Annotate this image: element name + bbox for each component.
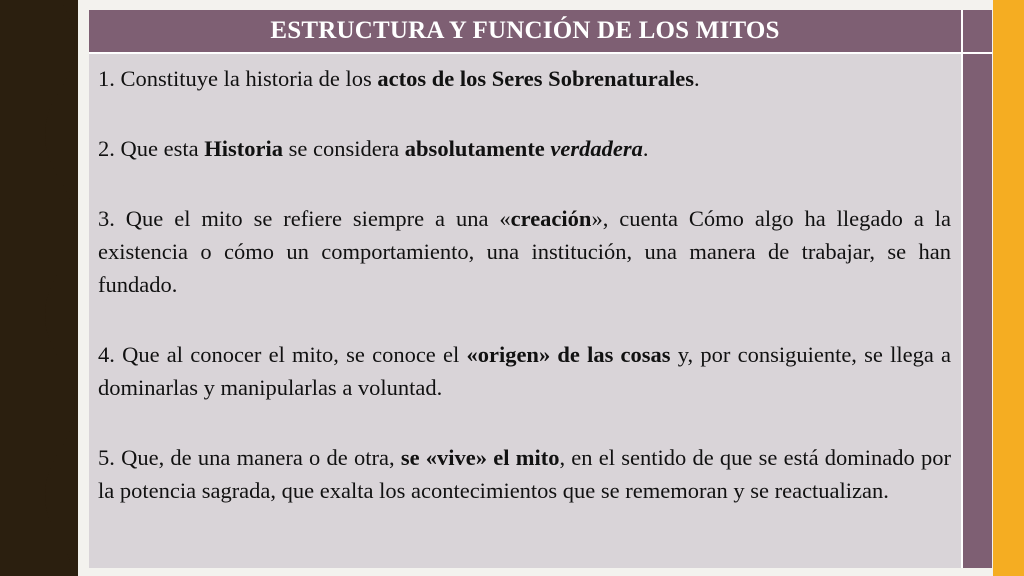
emphasis: creación (510, 206, 592, 231)
emphasis-italic: verdadera (550, 136, 643, 161)
header-side-cell (963, 10, 992, 52)
list-item-3: 3. Que el mito se refiere siempre a una «creación», cuenta Cómo algo ha llegado a la existencia o cómo un comportamiento, una institución, una manera de trabajar, se han fundado. (98, 206, 951, 297)
slide-title: ESTRUCTURA Y FUNCIÓN DE LOS MITOS (89, 10, 961, 52)
side-column-cell (963, 54, 992, 568)
list-item-4: 4. Que al conocer el mito, se conoce el «origen» de las cosas y, por consiguiente, se llega a dominarlas y manipularlas a voluntad. (98, 342, 951, 400)
slide-table (89, 10, 992, 568)
emphasis: actos de los Seres Sobrenaturales (377, 66, 695, 91)
left-decorative-band (0, 0, 78, 576)
emphasis: «origen» de las cosas (466, 342, 671, 367)
emphasis: se «vive» el mito (400, 445, 560, 470)
list-item-2: 2. Que esta Historia se considera absolutamente verdadera. (98, 136, 649, 161)
content-cell (89, 54, 961, 568)
list-item-1: 1. Constituye la historia de los actos de los Seres Sobrenaturales. (98, 66, 700, 91)
list-item-5: 5. Que, de una manera o de otra, se «vive» el mito, en el sentido de que se está dominado por la potencia sagrada, que exalta los acontecimientos que se rememoran y se reactualizan. (98, 445, 951, 503)
right-accent-band (993, 0, 1024, 576)
emphasis: absolutamente (404, 136, 545, 161)
wavy-edge-decoration (40, 0, 80, 576)
emphasis: Historia (204, 136, 283, 161)
